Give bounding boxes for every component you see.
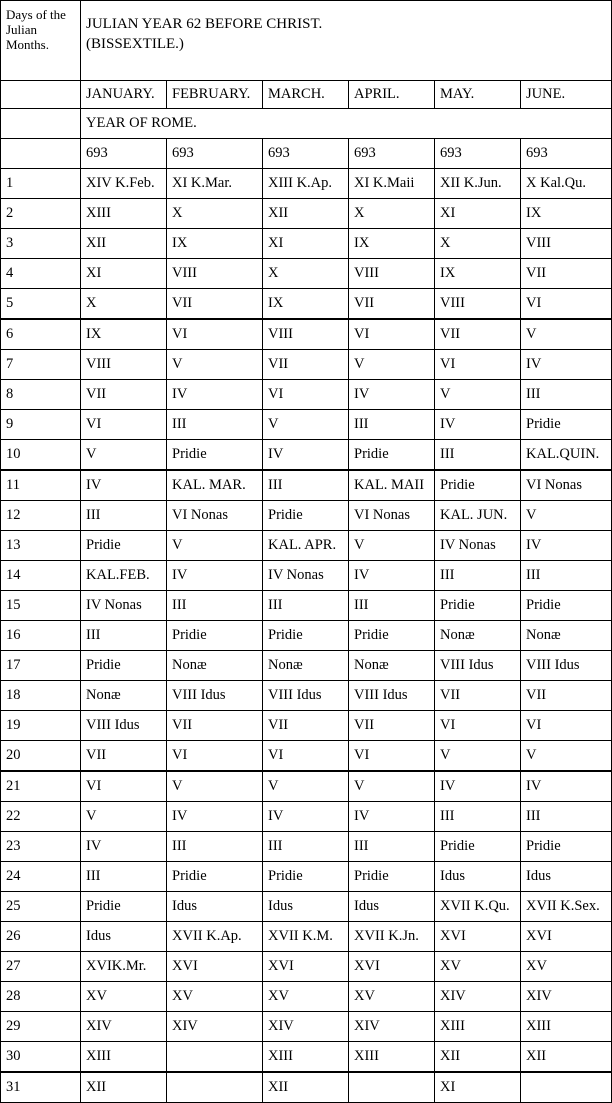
date-cell: VII [435, 319, 521, 350]
date-cell: IV [167, 380, 263, 410]
day-row [1, 922, 612, 952]
date-cell: XVII K.Sex. [521, 892, 612, 922]
date-cell: Idus [349, 892, 435, 922]
day-row [1, 169, 612, 199]
date-cell: VI [435, 350, 521, 380]
title-line-1: JULIAN YEAR 62 BEFORE CHRIST. [86, 16, 323, 32]
date-cell: Pridie [349, 621, 435, 651]
date-cell: XII [81, 1072, 167, 1103]
day-row [1, 1042, 612, 1073]
date-cell: IX [521, 199, 612, 229]
month-header-apr: APRIL. [349, 81, 435, 109]
day-row [1, 319, 612, 350]
date-cell: VIII [263, 319, 349, 350]
date-cell: V [167, 350, 263, 380]
date-cell: IV [81, 470, 167, 501]
date-cell: Pridie [349, 862, 435, 892]
date-cell: KAL. MAII [349, 470, 435, 501]
day-row [1, 561, 612, 591]
date-cell: IV Nonas [263, 561, 349, 591]
date-cell: VI Nonas [349, 501, 435, 531]
day-row [1, 681, 612, 711]
date-cell: III [521, 561, 612, 591]
date-cell: XII [521, 1042, 612, 1073]
day-number: 12 [1, 501, 81, 531]
date-cell: X Kal.Qu. [521, 169, 612, 199]
day-number: 7 [1, 350, 81, 380]
date-cell: XIII K.Ap. [263, 169, 349, 199]
day-row [1, 350, 612, 380]
date-cell: XII [435, 1042, 521, 1073]
table-title [81, 1, 612, 81]
date-cell: Pridie [349, 440, 435, 471]
date-cell: VIII Idus [521, 651, 612, 681]
date-cell: Nonæ [435, 621, 521, 651]
date-cell: VIII [349, 259, 435, 289]
date-cell: III [167, 591, 263, 621]
date-cell: VII [349, 289, 435, 320]
date-cell: XV [435, 952, 521, 982]
date-cell: V [521, 501, 612, 531]
date-cell: IX [167, 229, 263, 259]
date-cell: V [435, 741, 521, 772]
date-cell: VII [81, 741, 167, 772]
month-header-row [1, 81, 612, 109]
day-number: 4 [1, 259, 81, 289]
day-row [1, 501, 612, 531]
day-number: 30 [1, 1042, 81, 1073]
day-row [1, 380, 612, 410]
day-number: 14 [1, 561, 81, 591]
date-cell: VII [435, 681, 521, 711]
day-row [1, 470, 612, 501]
date-cell: Idus [167, 892, 263, 922]
day-number: 20 [1, 741, 81, 772]
day-number: 10 [1, 440, 81, 471]
date-cell: VIII Idus [167, 681, 263, 711]
title-row [1, 1, 612, 81]
day-row [1, 741, 612, 772]
month-header-jan: JANUARY. [81, 81, 167, 109]
month-header-mar: MARCH. [263, 81, 349, 109]
day-number: 19 [1, 711, 81, 741]
date-cell [521, 1072, 612, 1103]
date-cell: VI [263, 741, 349, 772]
date-cell: VII [263, 350, 349, 380]
date-cell: Pridie [435, 591, 521, 621]
date-cell: XVI [521, 922, 612, 952]
date-cell: V [167, 531, 263, 561]
date-cell: VIII [81, 350, 167, 380]
date-cell: V [263, 771, 349, 802]
date-cell: Pridie [263, 862, 349, 892]
date-cell: XVII K.M. [263, 922, 349, 952]
date-cell: IX [349, 229, 435, 259]
corner-label: Days of the Julian Months. [1, 1, 81, 81]
day-number: 23 [1, 832, 81, 862]
date-cell: Nonæ [521, 621, 612, 651]
date-cell: XI [263, 229, 349, 259]
month-header-may: MAY. [435, 81, 521, 109]
day-number: 29 [1, 1012, 81, 1042]
year-value: 693 [167, 139, 263, 169]
date-cell: VI [349, 319, 435, 350]
day-number: 17 [1, 651, 81, 681]
day-number: 15 [1, 591, 81, 621]
date-cell: VI [521, 289, 612, 320]
month-header-jun: JUNE. [521, 81, 612, 109]
day-number: 16 [1, 621, 81, 651]
date-cell: XIII [81, 199, 167, 229]
date-cell: III [167, 832, 263, 862]
date-cell: VII [167, 289, 263, 320]
date-cell: VI [521, 711, 612, 741]
day-number: 31 [1, 1072, 81, 1103]
date-cell: XVI [349, 952, 435, 982]
date-cell: Pridie [81, 892, 167, 922]
day-row [1, 952, 612, 982]
date-cell: XVII K.Qu. [435, 892, 521, 922]
date-cell: Idus [263, 892, 349, 922]
day-row [1, 229, 612, 259]
date-cell: IV Nonas [81, 591, 167, 621]
date-cell: XI [435, 199, 521, 229]
date-cell: III [263, 470, 349, 501]
date-cell: IX [263, 289, 349, 320]
date-cell: III [81, 501, 167, 531]
date-cell: Nonæ [167, 651, 263, 681]
year-value: 693 [263, 139, 349, 169]
date-cell: Pridie [521, 591, 612, 621]
date-cell: XII [81, 229, 167, 259]
date-cell: III [435, 561, 521, 591]
day-row [1, 591, 612, 621]
date-cell: XIV [521, 982, 612, 1012]
date-cell: Pridie [435, 832, 521, 862]
date-cell: VIII Idus [81, 711, 167, 741]
date-cell: VI Nonas [167, 501, 263, 531]
date-cell: Idus [81, 922, 167, 952]
date-cell: XIV [263, 1012, 349, 1042]
date-cell: IV [263, 440, 349, 471]
date-cell: VIII Idus [349, 681, 435, 711]
date-cell: XV [263, 982, 349, 1012]
day-row [1, 1072, 612, 1103]
date-cell: Idus [521, 862, 612, 892]
date-cell: VI [349, 741, 435, 772]
date-cell: V [349, 350, 435, 380]
day-row [1, 531, 612, 561]
date-cell: KAL. APR. [263, 531, 349, 561]
date-cell: XIII [81, 1042, 167, 1073]
date-cell: Pridie [263, 621, 349, 651]
date-cell: III [349, 410, 435, 440]
date-cell: XII [263, 199, 349, 229]
day-number: 8 [1, 380, 81, 410]
year-value: 693 [81, 139, 167, 169]
date-cell: IV [435, 771, 521, 802]
date-cell: Nonæ [349, 651, 435, 681]
date-cell: XII K.Jun. [435, 169, 521, 199]
day-number: 24 [1, 862, 81, 892]
date-cell: XI [81, 259, 167, 289]
day-row [1, 862, 612, 892]
date-cell: IV [435, 410, 521, 440]
date-cell: KAL.QUIN. [521, 440, 612, 471]
day-row [1, 289, 612, 320]
date-cell: V [521, 319, 612, 350]
date-cell: Pridie [521, 832, 612, 862]
date-cell: VIII Idus [263, 681, 349, 711]
date-cell: VIII Idus [435, 651, 521, 681]
date-cell: VI [435, 711, 521, 741]
date-cell: IV [263, 802, 349, 832]
date-cell: XVII K.Ap. [167, 922, 263, 952]
month-header-feb: FEBRUARY. [167, 81, 263, 109]
date-cell: V [263, 410, 349, 440]
date-cell: VII [521, 681, 612, 711]
day-row [1, 982, 612, 1012]
year-of-rome-values-row [1, 139, 612, 169]
date-cell: V [167, 771, 263, 802]
date-cell: XI K.Maii [349, 169, 435, 199]
day-number: 25 [1, 892, 81, 922]
year-of-rome-label: YEAR OF ROME. [81, 109, 612, 139]
date-cell: XIII [263, 1042, 349, 1073]
date-cell: XVI [167, 952, 263, 982]
date-cell: IV [167, 802, 263, 832]
day-row [1, 259, 612, 289]
date-cell: VI [81, 771, 167, 802]
year-value: 693 [435, 139, 521, 169]
date-cell: Pridie [81, 651, 167, 681]
date-cell: VII [521, 259, 612, 289]
date-cell: XI K.Mar. [167, 169, 263, 199]
date-cell: XIII [521, 1012, 612, 1042]
date-cell: VI [167, 319, 263, 350]
day-number: 18 [1, 681, 81, 711]
date-cell [167, 1042, 263, 1073]
year-value: 693 [349, 139, 435, 169]
day-number: 27 [1, 952, 81, 982]
date-cell: V [349, 531, 435, 561]
date-cell: VI [263, 380, 349, 410]
date-cell: IV [349, 561, 435, 591]
day-number: 11 [1, 470, 81, 501]
date-cell [349, 1072, 435, 1103]
date-cell: IV [349, 380, 435, 410]
date-cell: XV [521, 952, 612, 982]
date-cell: XIII [349, 1042, 435, 1073]
date-cell: IX [435, 259, 521, 289]
date-cell: VII [81, 380, 167, 410]
date-cell: Pridie [435, 470, 521, 501]
day-row [1, 892, 612, 922]
month-header-blank [1, 81, 81, 109]
date-cell: III [349, 591, 435, 621]
date-cell: KAL. MAR. [167, 470, 263, 501]
day-number: 21 [1, 771, 81, 802]
date-cell: XVII K.Jn. [349, 922, 435, 952]
date-cell: III [521, 802, 612, 832]
date-cell: Pridie [167, 862, 263, 892]
date-cell: III [167, 410, 263, 440]
year-of-rome-label-row [1, 109, 612, 139]
date-cell: III [435, 802, 521, 832]
date-cell: X [435, 229, 521, 259]
date-cell: V [521, 741, 612, 772]
date-cell: XIV [81, 1012, 167, 1042]
date-cell: IV [521, 350, 612, 380]
day-number: 9 [1, 410, 81, 440]
day-row [1, 802, 612, 832]
day-number: 2 [1, 199, 81, 229]
date-cell: XIV [167, 1012, 263, 1042]
date-cell: IV Nonas [435, 531, 521, 561]
day-number: 3 [1, 229, 81, 259]
date-cell: IV [349, 802, 435, 832]
year-of-rome-blank [1, 109, 81, 139]
date-cell: XIV [435, 982, 521, 1012]
date-cell: XV [349, 982, 435, 1012]
date-cell: X [81, 289, 167, 320]
date-cell: Nonæ [81, 681, 167, 711]
date-cell: VI [167, 741, 263, 772]
date-cell: Nonæ [263, 651, 349, 681]
day-number: 6 [1, 319, 81, 350]
day-row [1, 410, 612, 440]
date-cell: XIV K.Feb. [81, 169, 167, 199]
date-cell: XIII [435, 1012, 521, 1042]
date-cell: VI [81, 410, 167, 440]
date-cell: III [263, 591, 349, 621]
date-cell: IV [521, 531, 612, 561]
date-cell: V [435, 380, 521, 410]
date-cell: IX [81, 319, 167, 350]
date-cell: X [263, 259, 349, 289]
day-number: 1 [1, 169, 81, 199]
date-cell: KAL. JUN. [435, 501, 521, 531]
day-row [1, 651, 612, 681]
date-cell: III [349, 832, 435, 862]
date-cell: V [81, 802, 167, 832]
date-cell: V [81, 440, 167, 471]
day-number: 28 [1, 982, 81, 1012]
date-cell: Pridie [167, 440, 263, 471]
date-cell: KAL.FEB. [81, 561, 167, 591]
date-cell: IV [521, 771, 612, 802]
date-cell: Pridie [263, 501, 349, 531]
date-cell: VIII [167, 259, 263, 289]
date-cell: VIII [521, 229, 612, 259]
date-cell: III [263, 832, 349, 862]
date-cell: XV [81, 982, 167, 1012]
date-cell: VII [263, 711, 349, 741]
day-row [1, 832, 612, 862]
date-cell: XVI [263, 952, 349, 982]
date-cell: IV [81, 832, 167, 862]
day-number: 13 [1, 531, 81, 561]
date-cell: XVI [435, 922, 521, 952]
day-row [1, 440, 612, 471]
day-number: 26 [1, 922, 81, 952]
day-row [1, 621, 612, 651]
day-row [1, 199, 612, 229]
date-cell: VI Nonas [521, 470, 612, 501]
year-values-blank [1, 139, 81, 169]
year-value: 693 [521, 139, 612, 169]
date-cell: Idus [435, 862, 521, 892]
date-cell: XII [263, 1072, 349, 1103]
title-line-2: (BISSEXTILE.) [86, 36, 184, 52]
date-cell: III [81, 862, 167, 892]
day-row [1, 711, 612, 741]
date-cell: XIV [349, 1012, 435, 1042]
date-cell: III [521, 380, 612, 410]
date-cell: Pridie [521, 410, 612, 440]
date-cell: XI [435, 1072, 521, 1103]
date-cell: X [349, 199, 435, 229]
date-cell: VIII [435, 289, 521, 320]
date-cell: XVIK.Mr. [81, 952, 167, 982]
day-row [1, 771, 612, 802]
day-number: 22 [1, 802, 81, 832]
day-number: 5 [1, 289, 81, 320]
date-cell: III [81, 621, 167, 651]
date-cell: VII [349, 711, 435, 741]
date-cell: Pridie [81, 531, 167, 561]
date-cell [167, 1072, 263, 1103]
date-cell: XV [167, 982, 263, 1012]
date-cell: VII [167, 711, 263, 741]
day-row [1, 1012, 612, 1042]
date-cell: IV [167, 561, 263, 591]
date-cell: III [435, 440, 521, 471]
date-cell: V [349, 771, 435, 802]
date-cell: X [167, 199, 263, 229]
date-cell: Pridie [167, 621, 263, 651]
